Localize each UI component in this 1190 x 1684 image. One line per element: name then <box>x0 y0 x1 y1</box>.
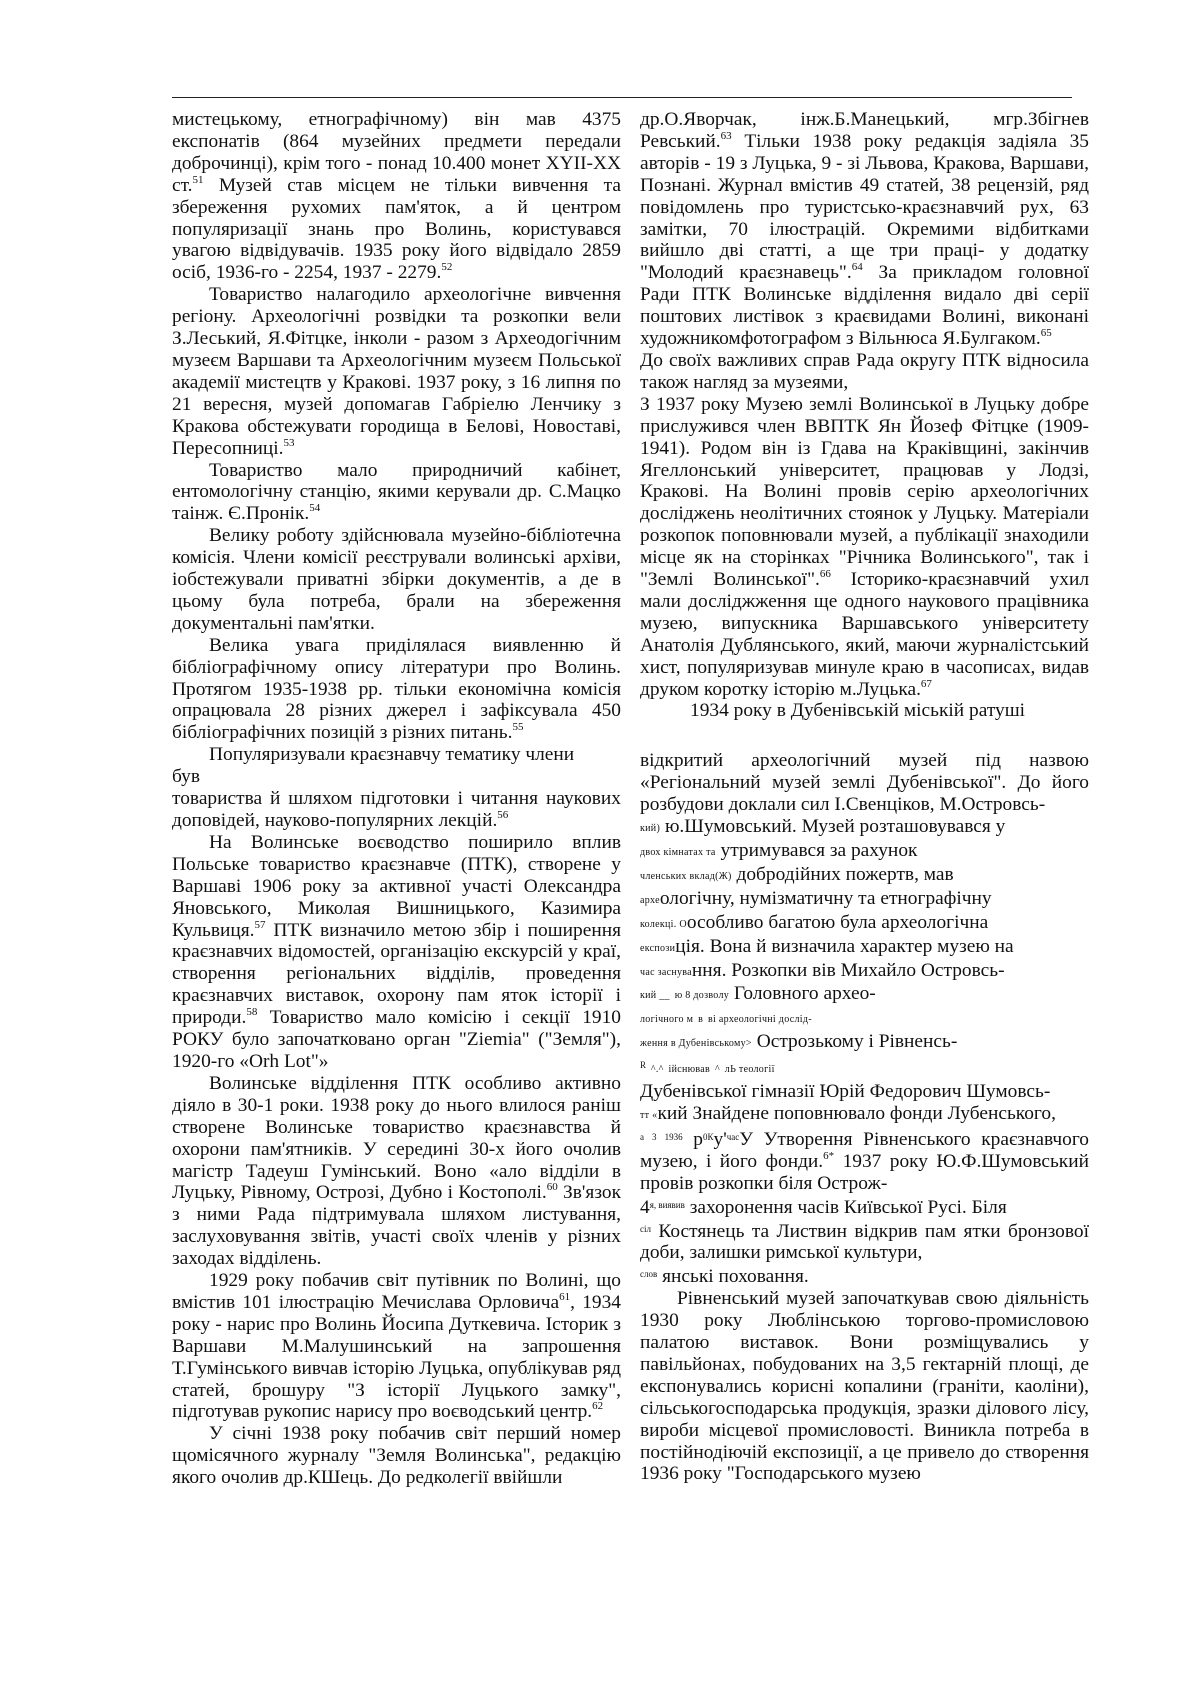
paragraph-text: Велику роботу здійснювала музейно-бібліотечна комісія. Члени комісії реєстрували волинські архіви, іобстежували приватні збірки документів, а де в цьому була потреба, брали на збереження документальні пам'ятки. <box>172 525 621 634</box>
paragraph-text: ція. Вона й визначила характер музею на <box>675 935 1014 957</box>
paragraph-text: Тільки 1938 року редакція задіяла 35 авторів - 19 з Луцька, 9 - зі Львова, Кракова, Варшави, Познані. Журнал вмістив 49 статей, 38 рецензій, ряд повідомлень про туристсько-краєзнавчий рух, 63 замітки, 70 ілюстрацій. Окремими відбитками вийшло дві статті, а ще три праці- у додатку "Молодий краєзнавець". <box>640 130 1089 284</box>
paragraph-text: товариства й шляхом підготовки і читання наукових доповідей, науково-популярних лекцій. <box>172 788 621 831</box>
paragraph <box>172 744 621 788</box>
paragraph <box>172 635 621 745</box>
paragraph-text: р <box>682 1128 703 1150</box>
paragraph-text: , 1934 року - нарис про Волинь Йосипа Дуткевича. Історик з Варшави М.Малушинський на запрошення Т.Гумінського вивчав історію Луцька, опублікував ряд статей, брошуру "З історії Луцького замку", підготував рукопис нарису про воєводський центр. <box>172 1291 621 1423</box>
paragraph-text: Популяризували краєзнавчу тематику члени <box>209 744 575 766</box>
ocr-fragment: я, виявив <box>649 1199 685 1210</box>
footnote-ref: 53 <box>283 436 295 449</box>
paragraph <box>172 109 621 284</box>
paragraph-text: добродійних пожертв, мав <box>731 863 954 885</box>
paragraph-text: ння. Розкопки вів Михайло Островсь- <box>691 959 1005 981</box>
ocr-fragment: логічного м <box>640 1014 694 1026</box>
ocr-fragment: двох кімнатах та <box>640 847 716 858</box>
footnote-ref: 52 <box>441 261 453 274</box>
paragraph-text: Товариство налагодило археологічне вивчення регіону. Археологічні розвідки та розкопки вели З.Леський, Я.Фітцке, інколи - разом з Археодогічним музеєм Варшави та Археологічним музеєм Польської академії мистецтв у Кракові. 1937 року, з 16 липня по 21 вересня, музей допомагав Габріелю Ленчику з Кракова обстежувати городища в Белові, Новоставі, Пересопниці. <box>172 284 621 459</box>
paragraph-text: Дубенівської гімназії Юрій Федорович Шумовсь- <box>640 1081 1051 1103</box>
paragraph-text: Острозькому і Рівненсь- <box>751 1031 958 1053</box>
paragraph <box>172 1423 621 1489</box>
paragraph-text: Велика увага приділялася виявленню й бібліографічному опису літератури про Волинь. Протягом 1935-1938 рр. тільки економічна комісія опрацювала 28 різних джерел і зафіксувала 450 бібліографічних позицій з різних питань. <box>172 634 621 744</box>
paragraph-text: До своїх важливих справ Рада округу ПТК відносила також нагляд за музеями, <box>640 349 1089 393</box>
paragraph-text: Музей став місцем не тільки вивчення та збереження рухомих пам'яток, а й центром популяризації знань про Волинь, користувався увагою відвідувачів. 1935 року його відвідало 2859 осіб, 1936-го - 2254, 1937 - 2279. <box>172 174 621 284</box>
paragraph-text: Товариство мало природничий кабінет, ентомологічну станцію, якими керували др. С.Мацко таінж. Є.Пронік. <box>172 459 621 525</box>
ocr-fragment: слов <box>640 1269 658 1280</box>
paragraph-text: 1929 року побачив світ путівник по Волині, що вмістив 101 ілюстрацію Мечислава Орловича <box>172 1270 621 1313</box>
paragraph-text: Костянець та Листвин відкрив пам ятки бронзової доби, залишки римської культури, <box>640 1220 1089 1264</box>
paragraph-text: Волинське відділення ПТК особливо активно діяло в 30-1 роки. 1938 року до нього влилося раніш створене Волинське товариство краєзнавства й охорони пам'ятників. У середині 30-х його очолив магістр Тадеуш Гумінський. Воно «ало відділи в Луцьку, Рівному, Острозі, Дубно і Костополі. <box>172 1072 621 1204</box>
header-rule <box>172 97 1072 98</box>
paragraph-text: відкритий археологічний музей під назвою «Регіональний музей землі Дубенівської". До його розбудови доклали сил І.Свенціков, М.Островсь- <box>640 750 1089 816</box>
ocr-fragment: час <box>726 1131 740 1142</box>
footnote-ref: 56 <box>497 809 509 821</box>
paragraph <box>172 832 621 1073</box>
ocr-fragment: час заснува <box>640 966 692 978</box>
footnote-ref: 63 <box>720 129 732 142</box>
paragraph-text: У січні 1938 року побачив світ перший номер щомісячного журналу "Земля Волинська", редакцію якого очолив др.КШець. До редколегії ввійшли <box>172 1423 621 1489</box>
paragraph-text: утримувався за рахунок <box>715 840 918 861</box>
paragraph-text: За прикладом головної Ради ПТК Волинське відділення видало дві серії поштових листівок з краєвидами Волині, виконані художникомфотографом з Вільнюса Я.Булгаком. <box>640 262 1089 350</box>
paragraph-text: кий Знайдене поповнювало фонди Лубенського, <box>657 1102 1056 1124</box>
paragraph-text: З 1937 року Музею землі Волинської в Луцьку добре прислужився член ВВПТК Ян Йозеф Фітцке (1909-1941). Родом він із Гдава на Краківщині, закінчив Ягеллонський університет, працював у Лодзі, Кракові. На Волині провів серію археологічних досліджень неолітичних стоянок у Луцьку. Матеріали розкопок поповнювали музей, а публікації знаходили місце як на сторінках "Річника Волинського", так і "Землі Волинської". <box>640 393 1089 591</box>
ocr-fragment: експози <box>640 942 676 954</box>
footnote-ref: 62 <box>592 1400 604 1413</box>
ocr-fragment: ^ <box>714 1064 720 1076</box>
ocr-fragment: R <box>640 1060 647 1071</box>
ocr-fragment: тт « <box>640 1109 658 1121</box>
footnote-ref: 58 <box>246 1006 258 1019</box>
paragraph-text: мистецькому, етнографічному) він мав 4375 експонатів (864 музейних предмети передали доброчинці), крім того - понад 10.400 монет XYII-XX ст. <box>172 109 621 196</box>
ocr-fragment: сіл <box>640 1223 651 1234</box>
paragraph <box>640 1288 1089 1485</box>
paragraph-text: др.О.Яворчак, інж.Б.Манецький, мгр.Збігнев Ревський. <box>640 109 1089 152</box>
paragraph-text: був <box>172 766 200 788</box>
paragraph <box>172 1073 621 1270</box>
left-column <box>172 109 621 1489</box>
footnote-ref: 64 <box>851 261 863 274</box>
ocr-fragment: архе <box>640 894 660 906</box>
ocr-fragment: в <box>698 1014 704 1026</box>
paragraph-text: Головного архео- <box>729 983 876 1005</box>
paragraph <box>640 350 1089 394</box>
paragraph <box>640 109 1089 350</box>
ocr-fragment: членських вклад(Ж) <box>640 870 732 882</box>
paragraph <box>640 750 1089 1288</box>
paragraph-text: янські поховання. <box>657 1266 809 1288</box>
ocr-fragment: ^.^ <box>650 1064 664 1076</box>
paragraph-text: у' <box>713 1128 727 1150</box>
paragraph-text: Історико-краєзнавчий ухил мали досліджження ще одного наукового працівника музею, випускника Варшавського університету Анатолія Дублянського, який, маючи журналістський хист, популяризував минуле краю в часописах, видав друком коротку історію м.Луцька. <box>640 569 1090 700</box>
footnote-ref: 60 <box>546 1181 558 1194</box>
footnote-ref: 6* <box>823 1149 835 1162</box>
paragraph <box>640 394 1089 701</box>
paragraph <box>172 525 621 635</box>
paragraph <box>172 788 621 832</box>
paragraph-text: Товариство мало комісію і секції 1910 РОКУ було започатковано орган "Ziemia" ("Земля"), 1920-го «Orh Lot"» <box>172 1007 621 1072</box>
paragraph <box>640 700 1089 722</box>
paragraph-text: ю.Шумовський. Музей розташовувався у <box>660 816 1006 838</box>
paragraph-text: захоронення часів Київської Русі. Біля <box>684 1196 1007 1218</box>
paragraph <box>172 460 621 526</box>
paragraph <box>172 1270 621 1423</box>
ocr-fragment: лЬ теології <box>724 1064 775 1076</box>
footnote-ref: 54 <box>309 502 321 515</box>
paragraph-text: На Волинське воєводство поширило вплив Польське товариство краєзнавче (ПТК), створене у Варшаві 1906 року за активної участі Олександра Яновського, Миколая Вишницького, Казимира Кульвиця. <box>172 831 621 941</box>
ocr-fragment: а 3 1936 <box>640 1131 683 1142</box>
ocr-fragment: ві археологічні дослід- <box>707 1014 812 1026</box>
paragraph-text: Зв'язок з ними Рада підтримувала шляхом листування, заслуховування звітів, участі своїх членів у різних заходах відділень. <box>172 1182 621 1270</box>
ocr-fragment: ю 8 дозволу <box>674 990 730 1002</box>
ocr-fragment: колекці. О <box>640 918 687 930</box>
paragraph-text: У Утворення Рівненського краєзнавчого музею, і його фонди. <box>640 1128 1089 1172</box>
ocr-fragment: кий __ <box>640 990 670 1002</box>
footnote-ref: 65 <box>1040 327 1052 340</box>
paragraph-text: Рівненський музей започаткував свою діяльність 1930 року Люблінською торгово-промисловою палатою виставок. Вони розміщувались у павільйонах, побудованих на 3,5 гектарній площі, де експонувались корисні копалини (граніти, каоліни), сільськогосподарська продукція, зразки ділового лісу, вироби місцевої промисловості. Виникла потреба в постійнодіючій експозиції, а це привело до створення 1936 року "Господарського музею <box>640 1288 1089 1485</box>
footnote-ref: 61 <box>559 1290 571 1303</box>
footnote-ref: 66 <box>819 568 831 581</box>
paragraph-text: 1934 року в Дубенівській міській ратуші <box>690 700 1026 722</box>
footnote-ref: 51 <box>192 173 204 186</box>
paragraph-text: ПТК визначило метою збір і поширення краєзнавчих відомостей, організацію екскурсій у краї, створення регіональних відділів, проведення краєзнавчих виставок, охорону пам яток історії і природи. <box>172 919 621 1029</box>
ocr-fragment: 4 <box>640 1196 650 1218</box>
ocr-fragment: ження в Дубенівському> <box>640 1038 752 1050</box>
footnote-ref: 67 <box>920 677 932 690</box>
ocr-fragment: кий) <box>640 823 661 835</box>
footnote-ref: 57 <box>254 918 266 931</box>
ocr-fragment: ійснював <box>668 1064 711 1076</box>
paragraph-text: ологічну, нумізматичну та етнографічну <box>659 887 992 909</box>
paragraph-text: особливо багатою була археологічна <box>686 911 989 933</box>
paragraph <box>172 284 621 459</box>
paragraph-text: 1937 року Ю.Ф.Шумовський провів розкопки біля Острож- <box>640 1150 1089 1194</box>
ocr-fragment: 0К <box>702 1131 714 1142</box>
footnote-ref: 55 <box>512 721 524 734</box>
right-column <box>640 109 1089 1485</box>
